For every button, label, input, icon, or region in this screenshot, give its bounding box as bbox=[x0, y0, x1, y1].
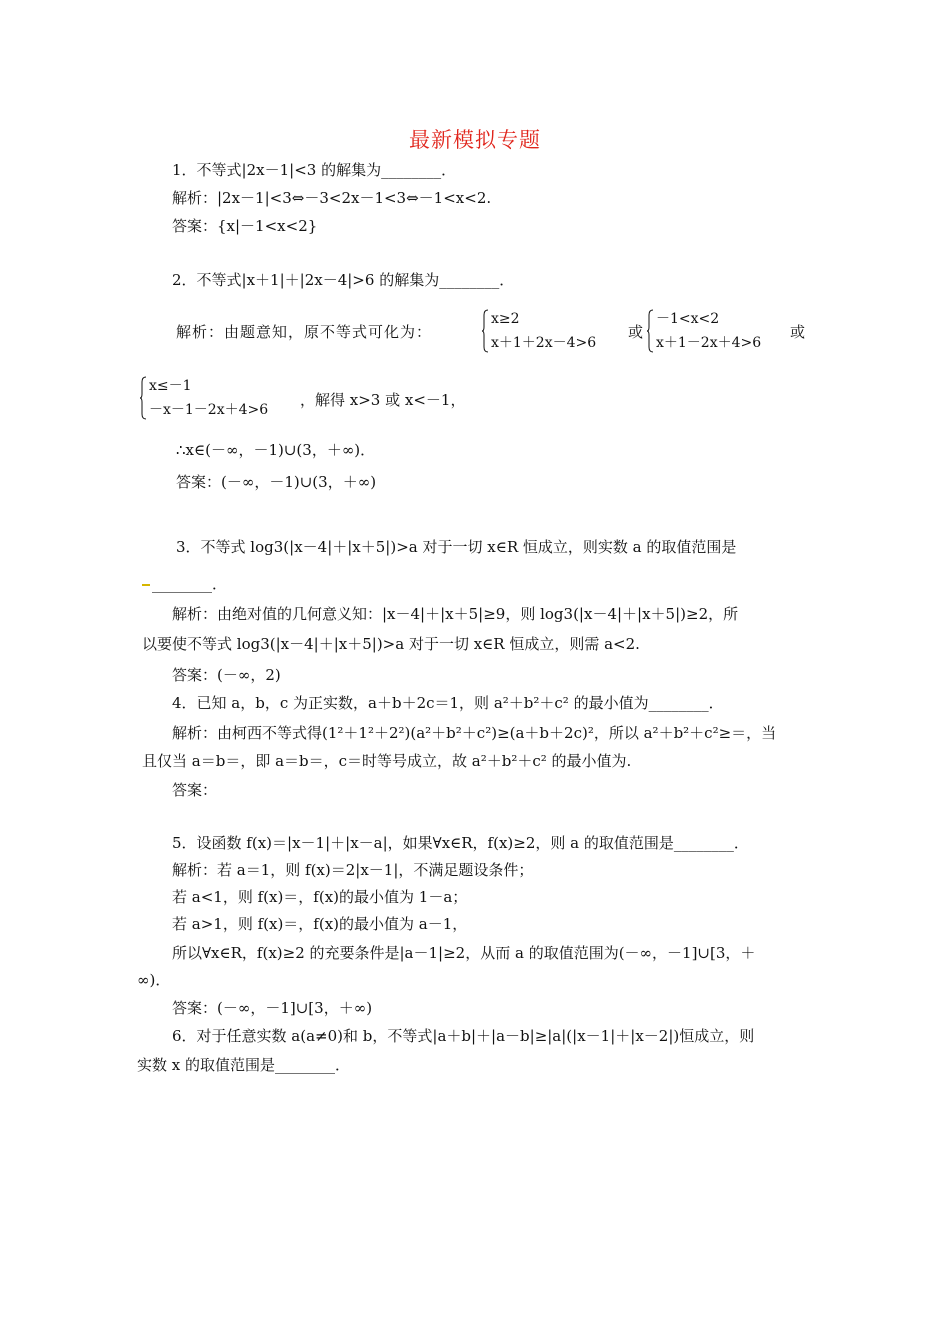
problem-4-answer: 答案： bbox=[172, 781, 218, 799]
problem-1-question: 1．不等式|2x－1|<3 的解集为________． bbox=[172, 161, 457, 179]
system-3-row-1: x≤－1 bbox=[149, 378, 192, 394]
left-brace-icon bbox=[647, 309, 654, 353]
problem-2-conclusion: ∴x∈(－∞，－1)∪(3，＋∞)． bbox=[176, 441, 376, 459]
problem-2-answer: 答案：(－∞，－1)∪(3，＋∞) bbox=[176, 473, 377, 491]
problem-3-analysis-line-1: 解析：由绝对值的几何意义知：|x－4|＋|x＋5|≥9，则 log3(|x－4|＋|x＋5|)≥2，所 bbox=[172, 605, 739, 623]
problem-4-analysis-line-2: 且仅当 a＝b＝，即 a＝b＝，c＝时等号成立，故 a²＋b²＋c² 的最小值为. bbox=[142, 752, 632, 770]
system-2-row-1: －1<x<2 bbox=[656, 311, 720, 327]
or-word-1: 或 bbox=[628, 323, 644, 341]
page-title: 最新模拟专题 bbox=[409, 128, 541, 152]
system-1-row-2: x＋1＋2x－4>6 bbox=[491, 335, 597, 351]
problem-5-analysis-line-1: 解析：若 a＝1，则 f(x)＝2|x－1|，不满足题设条件； bbox=[172, 861, 534, 879]
problem-5-analysis-line-5: ∞)． bbox=[137, 971, 171, 989]
problem-2-solve: ，解得 x>3 或 x<－1， bbox=[300, 391, 466, 409]
problem-3-question-line-2 bbox=[142, 574, 227, 594]
problem-5-analysis-line-4: 所以∀x∈R，f(x)≥2 的充要条件是|a－1|≥2，从而 a 的取值范围为(－∞，－1]∪[3，＋ bbox=[172, 944, 756, 962]
problem-5-answer: 答案：(－∞，－1]∪[3，＋∞) bbox=[172, 999, 373, 1017]
problem-6-question-line-1: 6．对于任意实数 a(a≠0)和 b，不等式|a＋b|＋|a－b|≥|a|(|x－1|＋|x－2|)恒成立，则 bbox=[172, 1027, 755, 1045]
problem-2-analysis-lead: 解析：由题意知，原不等式可化为： bbox=[176, 323, 433, 341]
problem-1-answer: 答案：{x|－1<x<2} bbox=[172, 217, 318, 235]
system-2-row-2: x＋1－2x＋4>6 bbox=[656, 335, 762, 351]
problem-5-question: 5．设函数 f(x)＝|x－1|＋|x－a|，如果∀x∈R，f(x)≥2，则 a 的取值范围是________． bbox=[172, 834, 749, 852]
problem-3-question-line-1: 3．不等式 log3(|x－4|＋|x＋5|)>a 对于一切 x∈R 恒成立，则实数 a 的取值范围是 bbox=[176, 538, 737, 556]
problem-5-analysis-line-2: 若 a<1，则 f(x)＝，f(x)的最小值为 1－a； bbox=[172, 888, 468, 906]
system-3-row-2: －x－1－2x＋4>6 bbox=[149, 402, 269, 418]
system-1-row-1: x≥2 bbox=[491, 311, 520, 327]
problem-5-analysis-line-3: 若 a>1，则 f(x)＝，f(x)的最小值为 a－1， bbox=[172, 915, 468, 933]
left-brace-icon bbox=[140, 376, 147, 420]
problem-6-question-line-2: 实数 x 的取值范围是________． bbox=[137, 1056, 350, 1074]
problem-4-analysis-line-1: 解析：由柯西不等式得(1²＋1²＋2²)(a²＋b²＋c²)≥(a＋b＋2c)²，所以 a²＋b²＋c²≥＝，当 bbox=[172, 724, 777, 742]
problem-1-analysis: 解析：|2x－1|<3⇔－3<2x－1<3⇔－1<x<2. bbox=[172, 189, 492, 207]
problem-3-answer: 答案：(－∞，2) bbox=[172, 666, 281, 684]
problem-2-question: 2．不等式|x＋1|＋|2x－4|>6 的解集为________． bbox=[172, 271, 515, 289]
or-word-2: 或 bbox=[790, 323, 806, 341]
problem-4-question: 4．已知 a，b，c 为正实数，a＋b＋2c＝1，则 a²＋b²＋c² 的最小值为________． bbox=[172, 694, 724, 712]
problem-3-analysis-line-2: 以要使不等式 log3(|x－4|＋|x＋5|)>a 对于一切 x∈R 恒成立，则需 a<2. bbox=[142, 635, 640, 653]
left-brace-icon bbox=[482, 309, 489, 353]
problem-3-blank: ________． bbox=[152, 575, 228, 593]
marker-icon bbox=[142, 584, 150, 586]
